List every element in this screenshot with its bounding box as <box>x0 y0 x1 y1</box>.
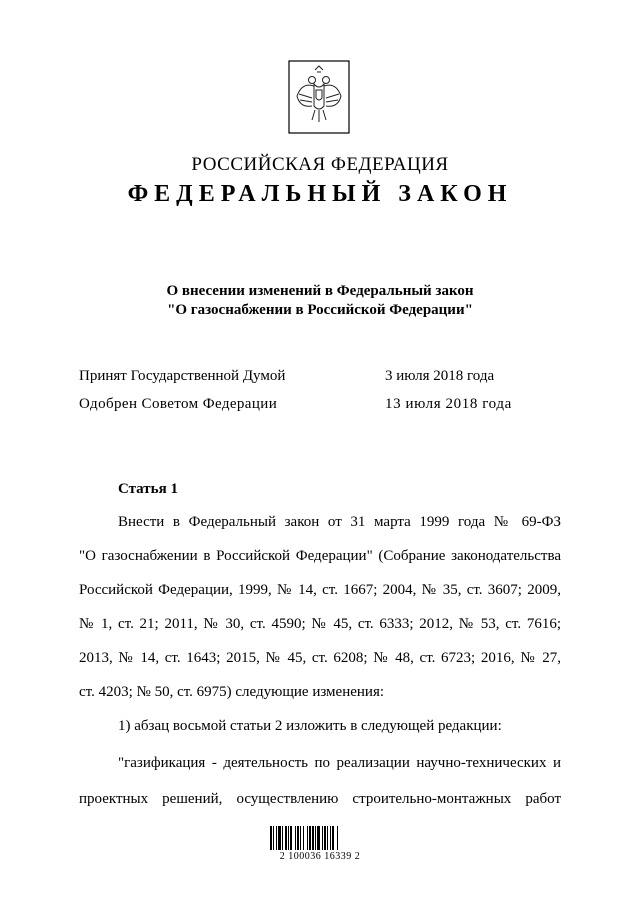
barcode-bar <box>278 826 281 850</box>
article-text-line: "О газоснабжении в Российской Федерации" (Собрание законодательства <box>79 548 561 564</box>
barcode-number: 2 100036 16339 2 <box>279 851 361 862</box>
barcode-bar <box>330 826 331 850</box>
barcode-bar <box>276 826 277 850</box>
duma-adoption-label: Принят Государственной Думой <box>79 368 286 384</box>
barcode-bar <box>297 826 299 850</box>
article-text-line: проектных решений, осуществлению строительно-монтажных работ <box>79 791 561 807</box>
article-text-line: 1) абзац восьмой статьи 2 изложить в следующей редакции: <box>118 718 502 734</box>
barcode-bar <box>309 826 311 850</box>
barcode-bar <box>295 826 296 850</box>
council-approval-date: 13 июля 2018 года <box>385 396 512 412</box>
barcode-bar <box>288 826 289 850</box>
barcode-bar <box>290 826 292 850</box>
barcode-bar <box>307 826 308 850</box>
barcode-bar <box>332 826 334 850</box>
article-heading: Статья 1 <box>118 481 178 497</box>
barcode-bar <box>312 826 314 850</box>
article-text-line: 2013, № 14, ст. 1643; 2015, № 45, ст. 6208; № 48, ст. 6723; 2016, № 27, <box>79 650 561 666</box>
barcode-bar <box>337 826 338 850</box>
barcode-bar <box>270 826 272 850</box>
barcode-bar <box>282 826 283 850</box>
barcode-bar <box>324 826 326 850</box>
barcode-bar <box>303 826 304 850</box>
council-approval-label: Одобрен Советом Федерации <box>79 396 278 412</box>
barcode-bar <box>300 826 301 850</box>
barcode-bar <box>285 826 287 850</box>
barcode-bar <box>317 826 320 850</box>
article-text-line: № 1, ст. 21; 2011, № 30, ст. 4590; № 45, ст. 6333; 2012, № 53, ст. 7616; <box>79 616 561 632</box>
barcode-bar <box>322 826 323 850</box>
coat-of-arms-emblem <box>288 60 350 134</box>
barcode-bar <box>315 826 316 850</box>
article-text-line: ст. 4203; № 50, ст. 6975) следующие изменения: <box>79 684 385 700</box>
country-heading: РОССИЙСКАЯ ФЕДЕРАЦИЯ <box>191 154 449 175</box>
article-text-line: "газификация - деятельность по реализации научно-технических и <box>118 755 561 771</box>
article-text-line: Внести в Федеральный закон от 31 марта 1999 года № 69-ФЗ <box>118 514 561 530</box>
article-text-line: Российской Федерации, 1999, № 14, ст. 1667; 2004, № 35, ст. 3607; 2009, <box>79 582 561 598</box>
barcode-bar <box>327 826 328 850</box>
document-type-heading: ФЕДЕРАЛЬНЫЙ ЗАКОН <box>127 181 513 207</box>
law-title-line-2: "О газоснабжении в Российской Федерации" <box>167 302 473 318</box>
law-title-line-1: О внесении изменений в Федеральный закон <box>166 283 474 299</box>
barcode-bar <box>273 826 274 850</box>
barcode <box>270 826 370 850</box>
duma-adoption-date: 3 июля 2018 года <box>385 368 495 384</box>
